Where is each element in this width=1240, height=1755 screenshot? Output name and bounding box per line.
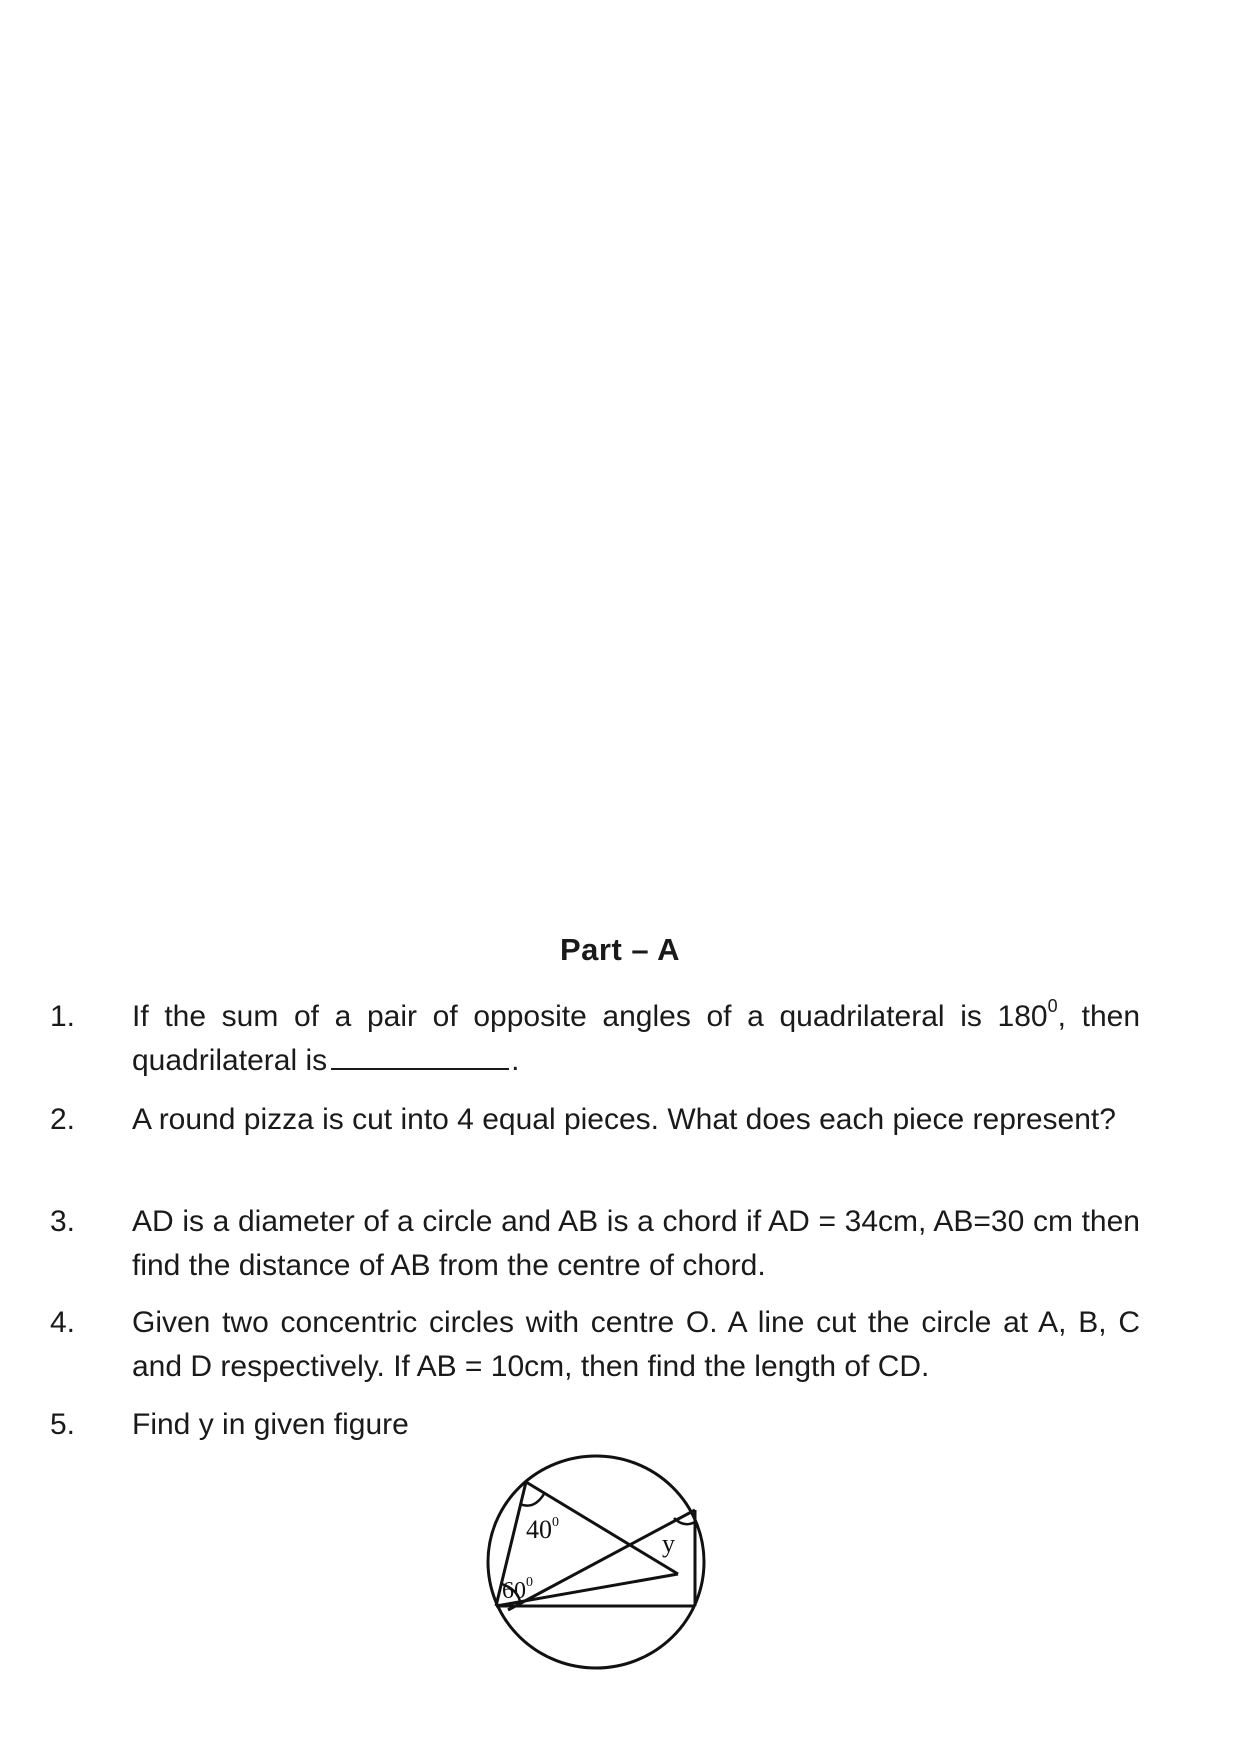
question-number: 4. (50, 1306, 76, 1339)
question-text: If the sum of a pair of opposite angles of a quadrilateral is $180^0$, then quadrilateral is . (132, 996, 1140, 1077)
angle-label-60: $60^0$ (502, 1575, 533, 1604)
question-text: Find y in given figure (132, 1408, 409, 1441)
angle-label-y: y (662, 1529, 675, 1558)
degree-mark: 0 (1047, 996, 1058, 1016)
circle-figure (478, 1450, 718, 1670)
question-number: 3. (50, 1205, 76, 1238)
question-text: A round pizza is cut into 4 equal pieces. What does each piece represent? (132, 1103, 1116, 1136)
question-2 (50, 1098, 1140, 1142)
question-4 (50, 1301, 1140, 1389)
question-number: 5. (50, 1408, 76, 1441)
question-1 (50, 995, 1140, 1083)
angle-label-40: $40^0$ (526, 1515, 559, 1544)
question-text: Given two concentric circles with centre O. A line cut the circle at A, B, C and D respectively. If AB = 10cm, then find the length of CD. (132, 1306, 1140, 1383)
question-number: 2. (50, 1103, 76, 1136)
question-5 (50, 1403, 1140, 1447)
question-number: 1. (50, 1000, 76, 1033)
question-text: AD is a diameter of a circle and AB is a chord if AD = 34cm, AB=30 cm then find the distance of AB from the centre of chord. (132, 1205, 1140, 1282)
question-3 (50, 1200, 1140, 1288)
answer-blank[interactable] (331, 1040, 509, 1070)
part-title: Part – A (559, 932, 680, 967)
